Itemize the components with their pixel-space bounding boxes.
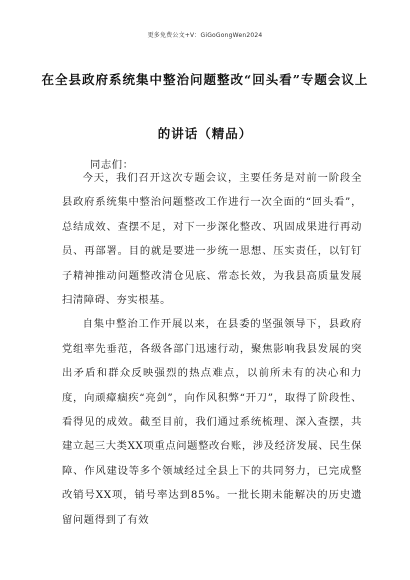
document-title-line-1: 在全县政府系统集中整治问题整改“回头看”专题会议上 — [41, 72, 369, 87]
paragraph-1: 今天，我们召开这次专题会议，主要任务是对前一阶段全县政府系统集中整治问题整改工作进行一次全面的“回头看”，总结成效、查摆不足，对下一步深化整改、巩固成果进行再动员、再部署。目的就是要进一步统一思想、压实责任，以钉钉子精神推动问题整改清仓见底、常态长效，为我县高质量发展扫清障碍、夯实根基。 — [62, 172, 362, 307]
document-title-line-2: 的讲话（精品） — [157, 126, 253, 141]
header-note: 更多免费公文+V：GiGoGongWen2024 — [147, 32, 263, 39]
greeting: 同志们： — [90, 159, 134, 171]
document-body — [62, 166, 362, 532]
paragraph-2: 自集中整治工作开展以来，在县委的坚强领导下，县政府党组率先垂范，各级各部门迅速行动，聚焦影响我县发展的突出矛盾和群众反映强烈的热点难点，以前所未有的决心和力度，向顽瘴痼疾“亮剑”，向作风积弊“开刀”，取得了阶段性、看得见的成效。截至目前，我们通过系统梳理、深入查摆，共建立起三大类XX项重点问题整改台账，涉及经济发展、民生保障、作风建设等多个领域经过全县上下的共同努力，已完成整改销号XX项，销号率达到85%。一批长期未能解决的历史遗留问题得到了有效 — [62, 318, 362, 526]
